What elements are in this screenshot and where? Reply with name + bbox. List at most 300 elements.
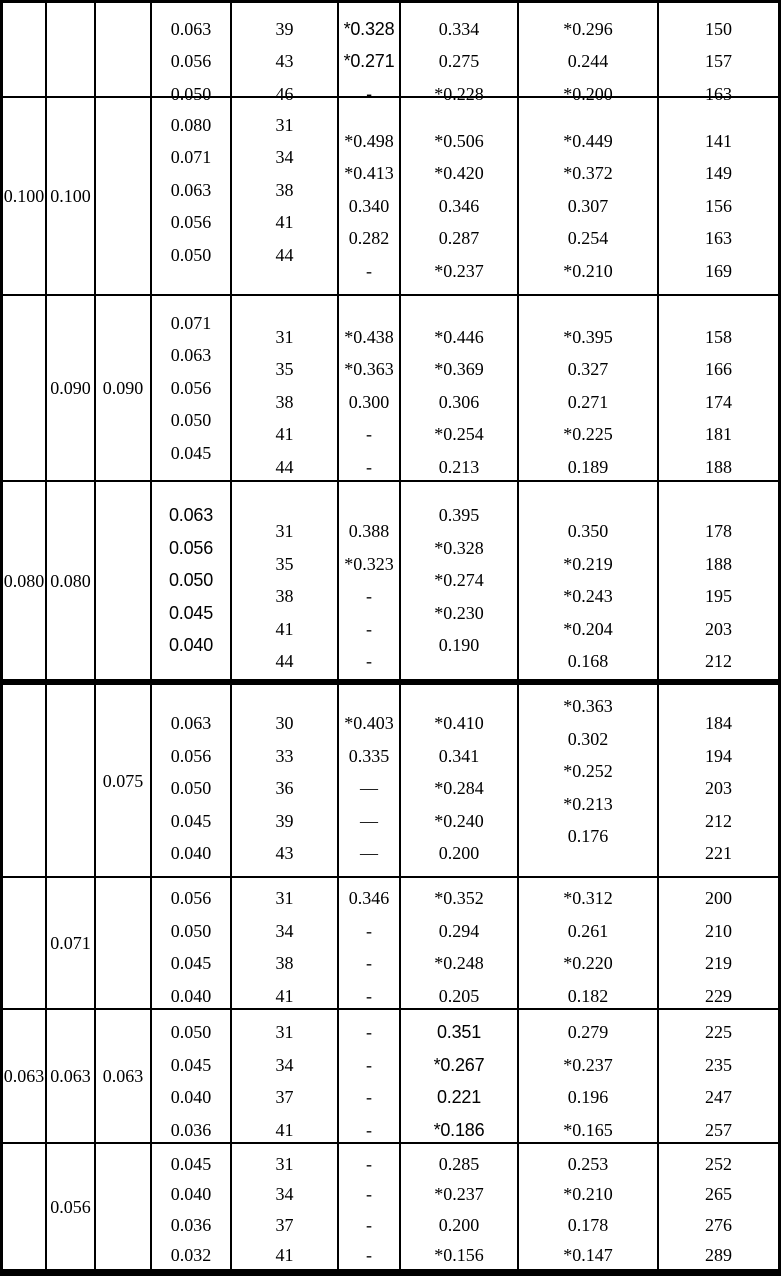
cell-s7-col9 bbox=[659, 1010, 778, 1144]
cell-s1-col7 bbox=[401, 3, 519, 104]
value: 0.275 bbox=[438, 51, 480, 72]
value: - bbox=[366, 1184, 372, 1204]
cell-s7-col6 bbox=[339, 1010, 401, 1144]
cell-values bbox=[169, 499, 213, 662]
value: 0.395 bbox=[438, 505, 480, 526]
value: 203 bbox=[705, 778, 732, 799]
value: 0.213 bbox=[438, 456, 480, 477]
value: - bbox=[366, 586, 372, 607]
value: 200 bbox=[705, 888, 732, 908]
value: 0.050 bbox=[170, 83, 212, 104]
cell-values bbox=[434, 125, 484, 288]
value: *0.230 bbox=[434, 602, 484, 623]
value: 225 bbox=[705, 1022, 732, 1042]
value: *0.204 bbox=[563, 618, 613, 639]
cell-values bbox=[344, 13, 395, 111]
row-group-label: 0.100 bbox=[50, 186, 91, 206]
value: *0.240 bbox=[434, 810, 484, 831]
value: *0.200 bbox=[563, 83, 613, 104]
cell-s6-col3 bbox=[96, 878, 152, 1010]
cell-s2-col8 bbox=[519, 98, 659, 296]
value: - bbox=[366, 1119, 372, 1140]
row-group-label: 0.056 bbox=[50, 1196, 91, 1217]
cell-s8-col3 bbox=[96, 1144, 152, 1269]
value: *0.254 bbox=[434, 424, 484, 445]
value: *0.267 bbox=[433, 1054, 485, 1075]
value: 44 bbox=[275, 651, 294, 672]
value: 0.040 bbox=[170, 843, 212, 864]
value: 0.182 bbox=[567, 985, 609, 1006]
value: 0.071 bbox=[170, 147, 212, 168]
value: 39 bbox=[275, 810, 294, 831]
value: 0.032 bbox=[170, 1245, 212, 1265]
cell-values bbox=[276, 707, 294, 870]
value: *0.296 bbox=[563, 18, 613, 39]
value: 0.306 bbox=[438, 391, 480, 412]
cell-s6-col6 bbox=[339, 878, 401, 1010]
value: 235 bbox=[705, 1054, 732, 1075]
row-group-label: 0.080 bbox=[50, 570, 91, 591]
cell-s1-col1 bbox=[3, 3, 47, 98]
value: - bbox=[366, 618, 372, 639]
value: 31 bbox=[275, 521, 294, 542]
value: 0.040 bbox=[170, 1184, 212, 1204]
value: 247 bbox=[705, 1087, 732, 1107]
cell-s2-col9 bbox=[659, 98, 778, 296]
value: 0.056 bbox=[170, 888, 212, 908]
value: 34 bbox=[275, 1184, 294, 1204]
value: 46 bbox=[275, 83, 294, 104]
value: *0.237 bbox=[434, 260, 484, 281]
cell-values bbox=[705, 1016, 732, 1146]
value: 0.176 bbox=[567, 826, 609, 847]
cell-values bbox=[563, 690, 613, 853]
value: - bbox=[366, 1054, 372, 1075]
cell-s7-col5 bbox=[232, 1010, 339, 1144]
value: *0.413 bbox=[344, 163, 394, 184]
value: 37 bbox=[275, 1214, 294, 1235]
value: *0.410 bbox=[434, 713, 484, 734]
value: 0.063 bbox=[170, 345, 212, 366]
value: 0.302 bbox=[567, 728, 609, 749]
cell-s3-col5 bbox=[232, 296, 339, 482]
cell-s1-col8 bbox=[519, 3, 659, 104]
cell-s4-col6 bbox=[339, 482, 401, 685]
cell-s2-col4 bbox=[152, 98, 232, 296]
cell-s7-col7 bbox=[401, 1010, 519, 1144]
value: 0.271 bbox=[567, 391, 609, 412]
value: 203 bbox=[705, 618, 732, 639]
value: 35 bbox=[275, 359, 294, 380]
value: 0.040 bbox=[170, 985, 212, 1006]
value: *0.312 bbox=[563, 888, 613, 908]
value: 210 bbox=[705, 920, 732, 941]
cell-s7-col1 bbox=[3, 1010, 47, 1144]
value: 252 bbox=[705, 1153, 732, 1174]
value: 0.346 bbox=[348, 888, 390, 908]
cell-s8-col7 bbox=[401, 1144, 519, 1269]
cell-values bbox=[276, 109, 294, 272]
cell-s5-col9 bbox=[659, 685, 778, 878]
value: 163 bbox=[705, 228, 732, 249]
cell-s6-col7 bbox=[401, 878, 519, 1010]
value: 163 bbox=[705, 83, 732, 104]
value: 33 bbox=[275, 745, 294, 766]
cell-s4-col3 bbox=[96, 482, 152, 685]
value: 149 bbox=[705, 163, 732, 184]
value: 0.200 bbox=[438, 1214, 480, 1235]
value: 0.200 bbox=[438, 843, 480, 864]
cell-s8-col4 bbox=[152, 1144, 232, 1269]
value: 31 bbox=[275, 326, 294, 347]
cell-values bbox=[276, 13, 294, 111]
value: 0.071 bbox=[170, 312, 212, 333]
cell-s5-col5 bbox=[232, 685, 339, 878]
value: 0.190 bbox=[438, 635, 480, 656]
value: 0.080 bbox=[170, 114, 212, 135]
value: 265 bbox=[705, 1184, 732, 1204]
cell-values bbox=[171, 1016, 212, 1146]
value: 31 bbox=[275, 888, 294, 908]
value: 0.040 bbox=[170, 1087, 212, 1107]
cell-s8-col9 bbox=[659, 1144, 778, 1269]
value: 0.351 bbox=[436, 1022, 482, 1042]
row-group-label: 0.080 bbox=[3, 570, 45, 591]
value: 41 bbox=[275, 1119, 294, 1140]
value: 194 bbox=[705, 745, 732, 766]
value: 0.036 bbox=[170, 1214, 212, 1235]
value: 0.050 bbox=[170, 1022, 212, 1042]
row-group-label: 0.063 bbox=[102, 1066, 144, 1086]
cell-s1-col5 bbox=[232, 3, 339, 104]
value: 219 bbox=[705, 953, 732, 973]
cell-values bbox=[434, 1149, 484, 1271]
value: 0.189 bbox=[567, 456, 609, 477]
cell-values bbox=[705, 125, 732, 288]
value: 39 bbox=[275, 18, 294, 39]
value: - bbox=[366, 985, 372, 1006]
value: 276 bbox=[705, 1214, 732, 1235]
value: 34 bbox=[275, 1054, 294, 1075]
value: 221 bbox=[705, 843, 732, 864]
cell-s5-col1 bbox=[3, 685, 47, 878]
cell-values bbox=[563, 882, 613, 1012]
cell-values bbox=[705, 1149, 732, 1271]
value: - bbox=[366, 1214, 372, 1235]
cell-s4-col2 bbox=[47, 482, 96, 685]
value: 0.050 bbox=[170, 244, 212, 265]
cell-s2-col5 bbox=[232, 98, 339, 296]
value: 34 bbox=[275, 147, 294, 168]
value: 41 bbox=[275, 985, 294, 1006]
value: 0.279 bbox=[567, 1022, 609, 1042]
cell-s4-col8 bbox=[519, 482, 659, 685]
value: 44 bbox=[275, 456, 294, 477]
cell-values bbox=[563, 1016, 613, 1146]
cell-values bbox=[171, 13, 212, 111]
cell-s6-col9 bbox=[659, 878, 778, 1010]
row-group-label: 0.090 bbox=[50, 378, 91, 398]
cell-s3-col9 bbox=[659, 296, 778, 482]
value: 0.254 bbox=[567, 228, 609, 249]
value: *0.352 bbox=[434, 888, 484, 908]
value: *0.328 bbox=[343, 18, 395, 39]
value: 0.335 bbox=[348, 745, 390, 766]
value: 0.050 bbox=[168, 570, 214, 591]
value: 36 bbox=[275, 778, 294, 799]
cell-values bbox=[434, 499, 484, 662]
value: - bbox=[366, 1245, 372, 1265]
cell-s7-col8 bbox=[519, 1010, 659, 1144]
cell-s2-col1 bbox=[3, 98, 47, 296]
value: 41 bbox=[275, 424, 294, 445]
cell-values bbox=[563, 321, 613, 484]
cell-values bbox=[705, 13, 732, 111]
cell-s7-col4 bbox=[152, 1010, 232, 1144]
value: 0.063 bbox=[170, 713, 212, 734]
cell-s3-col6 bbox=[339, 296, 401, 482]
cell-values bbox=[276, 321, 294, 484]
cell-s5-col2 bbox=[47, 685, 96, 878]
cell-s2-col6 bbox=[339, 98, 401, 296]
value: — bbox=[360, 810, 378, 831]
value: — bbox=[360, 843, 378, 864]
cell-s1-col2 bbox=[47, 3, 96, 98]
cell-values bbox=[276, 882, 294, 1012]
row-group-label: 0.075 bbox=[102, 770, 144, 791]
cell-s2-col7 bbox=[401, 98, 519, 296]
value: 0.050 bbox=[170, 410, 212, 431]
value: - bbox=[366, 424, 372, 445]
value: 0.300 bbox=[348, 391, 390, 412]
cell-values bbox=[563, 125, 613, 288]
value: *0.147 bbox=[563, 1245, 613, 1265]
value: 0.168 bbox=[567, 651, 609, 672]
row-group-label: 0.100 bbox=[3, 186, 45, 206]
value: — bbox=[360, 778, 378, 799]
value: *0.165 bbox=[563, 1119, 613, 1140]
value: *0.369 bbox=[434, 359, 484, 380]
value: 212 bbox=[705, 651, 732, 672]
cell-s3-col3 bbox=[96, 296, 152, 482]
value: - bbox=[366, 83, 372, 104]
value: 188 bbox=[705, 456, 732, 477]
cell-values bbox=[171, 882, 212, 1012]
cell-values bbox=[366, 1149, 372, 1271]
cell-values bbox=[171, 109, 212, 272]
value: *0.446 bbox=[434, 326, 484, 347]
value: 0.205 bbox=[438, 985, 480, 1006]
value: 0.050 bbox=[170, 920, 212, 941]
value: 0.036 bbox=[170, 1119, 212, 1140]
value: 0.063 bbox=[168, 505, 214, 526]
value: 31 bbox=[275, 1022, 294, 1042]
value: - bbox=[366, 1022, 372, 1042]
value: *0.228 bbox=[434, 83, 484, 104]
cell-values bbox=[344, 321, 394, 484]
value: *0.219 bbox=[563, 553, 613, 574]
value: *0.323 bbox=[344, 553, 394, 574]
cell-values bbox=[171, 307, 212, 470]
cell-values bbox=[366, 1016, 372, 1146]
value: 35 bbox=[275, 553, 294, 574]
value: 174 bbox=[705, 391, 732, 412]
value: 0.261 bbox=[567, 920, 609, 941]
row-group-label: 0.090 bbox=[102, 378, 144, 398]
cell-values bbox=[276, 1149, 294, 1271]
value: 0.056 bbox=[168, 537, 214, 558]
value: 0.307 bbox=[567, 195, 609, 216]
value: 0.178 bbox=[567, 1214, 609, 1235]
value: 38 bbox=[275, 391, 294, 412]
value: 0.056 bbox=[170, 377, 212, 398]
cell-s2-col2 bbox=[47, 98, 96, 296]
value: 0.285 bbox=[438, 1153, 480, 1174]
value: *0.237 bbox=[434, 1184, 484, 1204]
value: - bbox=[366, 456, 372, 477]
cell-values bbox=[276, 515, 294, 678]
cell-values bbox=[705, 707, 732, 870]
value: 43 bbox=[275, 843, 294, 864]
value: 0.334 bbox=[438, 18, 480, 39]
value: 188 bbox=[705, 553, 732, 574]
value: *0.210 bbox=[563, 1184, 613, 1204]
value: 184 bbox=[705, 713, 732, 734]
value: *0.372 bbox=[563, 163, 613, 184]
cell-s6-col5 bbox=[232, 878, 339, 1010]
cell-s6-col2 bbox=[47, 878, 96, 1010]
cell-s8-col1 bbox=[3, 1144, 47, 1269]
row-group-label: 0.071 bbox=[50, 933, 91, 953]
cell-values bbox=[705, 515, 732, 678]
cell-s8-col6 bbox=[339, 1144, 401, 1269]
value: 0.350 bbox=[567, 521, 609, 542]
value: 41 bbox=[275, 1245, 294, 1265]
cell-s4-col9 bbox=[659, 482, 778, 685]
value: *0.237 bbox=[563, 1054, 613, 1075]
cell-s1-col6 bbox=[339, 3, 401, 104]
value: 0.056 bbox=[170, 745, 212, 766]
value: 195 bbox=[705, 586, 732, 607]
value: 212 bbox=[705, 810, 732, 831]
value: 0.340 bbox=[348, 195, 390, 216]
cell-values bbox=[344, 515, 394, 678]
cell-s3-col8 bbox=[519, 296, 659, 482]
value: *0.363 bbox=[563, 696, 613, 717]
value: *0.403 bbox=[344, 713, 394, 734]
value: *0.498 bbox=[344, 130, 394, 151]
cell-values bbox=[434, 707, 484, 870]
value: 0.287 bbox=[438, 228, 480, 249]
value: *0.220 bbox=[563, 953, 613, 973]
cell-s6-col1 bbox=[3, 878, 47, 1010]
value: *0.420 bbox=[434, 163, 484, 184]
value: 0.221 bbox=[436, 1087, 482, 1107]
value: *0.506 bbox=[434, 130, 484, 151]
value: *0.248 bbox=[434, 953, 484, 973]
cell-s7-col3 bbox=[96, 1010, 152, 1144]
value: *0.210 bbox=[563, 260, 613, 281]
cell-values bbox=[434, 321, 484, 484]
value: 0.341 bbox=[438, 745, 480, 766]
cell-s5-col7 bbox=[401, 685, 519, 878]
value: 157 bbox=[705, 51, 732, 72]
value: 150 bbox=[705, 18, 732, 39]
value: *0.156 bbox=[434, 1245, 484, 1265]
value: 0.056 bbox=[170, 51, 212, 72]
cell-s1-col3 bbox=[96, 3, 152, 98]
cell-s8-col5 bbox=[232, 1144, 339, 1269]
cell-values bbox=[705, 321, 732, 484]
value: 31 bbox=[275, 1153, 294, 1174]
cell-s3-col1 bbox=[3, 296, 47, 482]
value: 0.282 bbox=[348, 228, 390, 249]
value: 0.045 bbox=[170, 953, 212, 973]
cell-values bbox=[434, 882, 484, 1012]
cell-s8-col8 bbox=[519, 1144, 659, 1269]
cell-s5-col6 bbox=[339, 685, 401, 878]
cell-s7-col2 bbox=[47, 1010, 96, 1144]
value: 0.196 bbox=[567, 1087, 609, 1107]
cell-s6-col8 bbox=[519, 878, 659, 1010]
cell-values bbox=[349, 882, 390, 1012]
value: *0.328 bbox=[434, 537, 484, 558]
value: - bbox=[366, 1153, 372, 1174]
value: 289 bbox=[705, 1245, 732, 1265]
value: *0.438 bbox=[344, 326, 394, 347]
value: *0.243 bbox=[563, 586, 613, 607]
cell-values bbox=[563, 515, 613, 678]
cell-s4-col1 bbox=[3, 482, 47, 685]
cell-values bbox=[563, 13, 613, 111]
value: 0.388 bbox=[348, 521, 390, 542]
value: 156 bbox=[705, 195, 732, 216]
cell-s6-col4 bbox=[152, 878, 232, 1010]
cell-s3-col7 bbox=[401, 296, 519, 482]
cell-values bbox=[344, 707, 394, 870]
cell-values bbox=[344, 125, 394, 288]
value: 37 bbox=[275, 1087, 294, 1107]
value: 0.040 bbox=[168, 635, 214, 656]
value: 0.244 bbox=[567, 51, 609, 72]
cell-s4-col5 bbox=[232, 482, 339, 685]
value: 0.050 bbox=[170, 778, 212, 799]
cell-values bbox=[563, 1149, 613, 1271]
value: 0.253 bbox=[567, 1153, 609, 1174]
value: *0.363 bbox=[344, 359, 394, 380]
value: 41 bbox=[275, 618, 294, 639]
value: *0.271 bbox=[343, 51, 395, 72]
value: 0.327 bbox=[567, 359, 609, 380]
value: 0.063 bbox=[170, 179, 212, 200]
value: *0.213 bbox=[563, 793, 613, 814]
value: 229 bbox=[705, 985, 732, 1006]
value: - bbox=[366, 260, 372, 281]
value: 257 bbox=[705, 1119, 732, 1140]
cell-s8-col2 bbox=[47, 1144, 96, 1269]
cell-s5-col8 bbox=[519, 685, 659, 878]
row-group-label: 0.063 bbox=[3, 1066, 45, 1086]
value: *0.284 bbox=[434, 778, 484, 799]
value: *0.449 bbox=[563, 130, 613, 151]
value: 0.063 bbox=[170, 18, 212, 39]
value: 141 bbox=[705, 130, 732, 151]
value: 31 bbox=[275, 114, 294, 135]
value: 34 bbox=[275, 920, 294, 941]
value: - bbox=[366, 1087, 372, 1107]
value: - bbox=[366, 651, 372, 672]
cell-s1-col9 bbox=[659, 3, 778, 104]
